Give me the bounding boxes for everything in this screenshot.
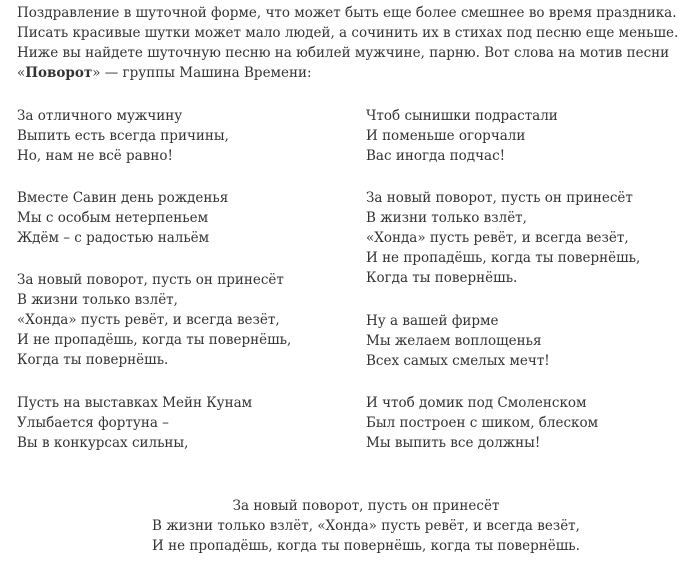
verse-line: Но, нам не всё равно! <box>17 148 173 164</box>
verse-line: Выпить есть всегда причины, <box>17 128 229 144</box>
verse-line: И чтоб домик под Смоленском <box>366 395 587 411</box>
intro-line: «Поворот» — группы Машина Времени: <box>17 65 312 81</box>
intro-paragraph <box>17 3 697 83</box>
verse-line: И поменьше огорчали <box>366 128 526 144</box>
intro-line: Поздравление в шуточной форме, что может быть еще более смешнее во время праздника. <box>17 5 677 21</box>
verse-line: «Хонда» пусть ревёт, и всегда везёт, <box>17 312 280 328</box>
intro-line: Ниже вы найдете шуточную песню на юбилей мужчине, парню. Вот слова на мотив песни <box>17 45 670 61</box>
left-stanza-4 <box>17 393 252 453</box>
verse-line: Был построен с шиком, блеском <box>366 415 599 431</box>
intro-line: Писать красивые шутки может мало людей, а сочинить их в стихах под песню еще меньше. <box>17 25 679 41</box>
verse-line: За новый поворот, пусть он принесёт <box>17 272 284 288</box>
right-stanza-2 <box>366 188 640 288</box>
verse-line: Вас иногда подчас! <box>366 148 506 164</box>
verse-line: И не пропадёшь, когда ты повернёшь, <box>366 250 641 266</box>
verse-line: «Хонда» пусть ревёт, и всегда везёт, <box>366 230 629 246</box>
chorus-line: В жизни только взлёт, «Хонда» пусть ревёт, и всегда везёт, <box>152 518 580 534</box>
verse-line: Мы с особым нетерпеньем <box>17 210 209 226</box>
verse-line: Мы желаем воплощенья <box>366 333 542 349</box>
left-stanza-2 <box>17 188 228 248</box>
verse-line: Ждём – с радостью нальём <box>17 230 210 246</box>
song-title: Поворот <box>25 65 93 81</box>
verse-line: Когда ты повернёшь. <box>366 270 518 286</box>
verse-line: Вы в конкурсах сильны, <box>17 435 189 451</box>
right-stanza-3 <box>366 311 550 371</box>
verse-line: За новый поворот, пусть он принесёт <box>366 190 633 206</box>
verse-line: За отличного мужчину <box>17 108 183 124</box>
right-stanza-1 <box>366 106 558 166</box>
verse-line: Ну а вашей фирме <box>366 313 499 329</box>
final-chorus <box>0 496 700 556</box>
verse-line: Вместе Савин день рожденья <box>17 190 229 206</box>
verse-line: Когда ты повернёшь. <box>17 352 169 368</box>
verse-line: И не пропадёшь, когда ты повернёшь, <box>17 332 292 348</box>
right-stanza-4 <box>366 393 598 453</box>
verse-line: Пусть на выставках Мейн Кунам <box>17 395 253 411</box>
verse-line: Чтоб сынишки подрастали <box>366 108 558 124</box>
verse-line: Всех самых смелых мечт! <box>366 353 550 369</box>
verse-line: В жизни только взлёт, <box>366 210 527 226</box>
left-stanza-1 <box>17 106 229 166</box>
left-stanza-3 <box>17 270 291 370</box>
verse-line: В жизни только взлёт, <box>17 292 178 308</box>
chorus-line: За новый поворот, пусть он принесёт <box>232 498 500 514</box>
chorus-line: И не пропадёшь, когда ты повернёшь, когда ты повернёшь. <box>152 538 580 554</box>
verse-line: Мы выпить все должны! <box>366 435 541 451</box>
verse-line: Улыбается фортуна – <box>17 415 169 431</box>
